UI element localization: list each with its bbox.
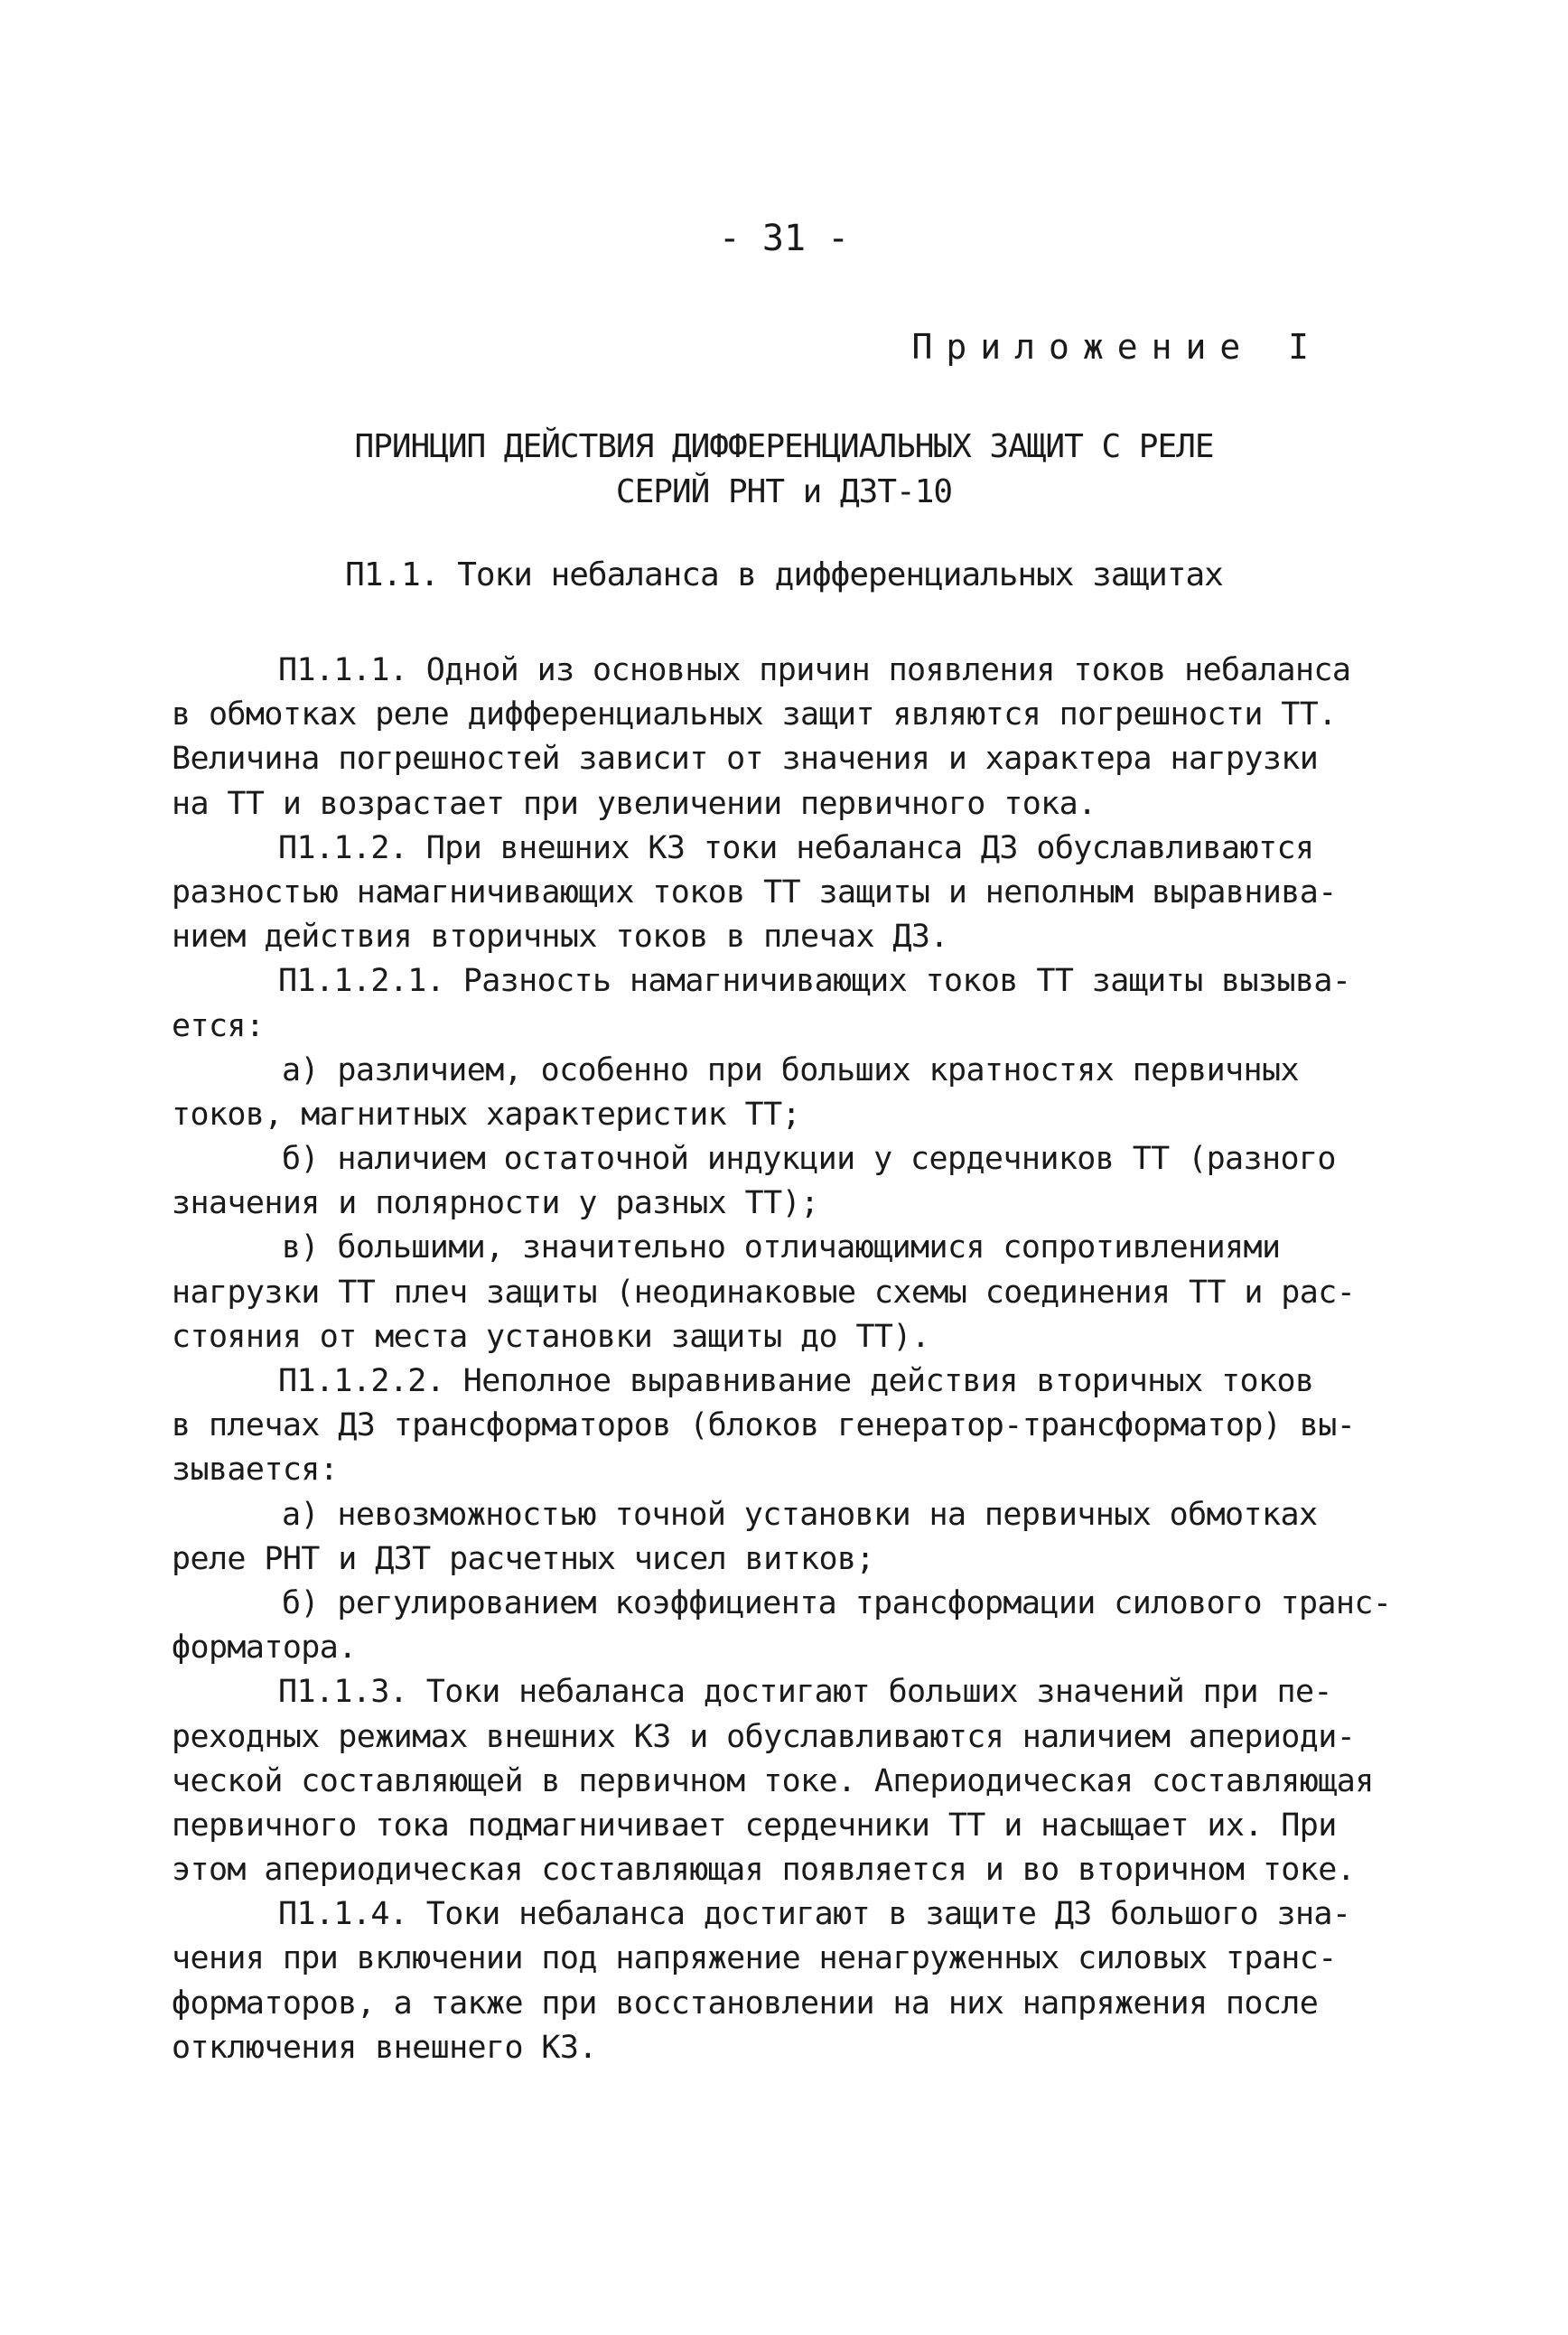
text-line: этом апериодическая составляющая появляется и во вторичном токе.: [172, 1852, 1356, 1889]
text-line: разностью намагничивающих токов ТТ защиты и неполным выравнива-: [172, 873, 1337, 911]
text-line: реходных режимах внешних КЗ и обуславливаются наличием апериоди-: [172, 1718, 1356, 1755]
text-line: форматоров, а также при восстановлении на них напряжения после: [172, 1985, 1319, 2022]
text-line: реле РНТ и ДЗТ расчетных чисел витков;: [172, 1540, 874, 1577]
paragraph-p1-1-3-start: П1.1.3. Токи небаланса достигают больших значений при пе-: [278, 1674, 1332, 1711]
text-line: стояния от места установки защиты до ТТ).: [172, 1318, 930, 1355]
page-number: - 31 -: [718, 218, 850, 259]
text-line: токов, магнитных характеристик ТТ;: [172, 1096, 801, 1133]
body-text: [172, 649, 1392, 2070]
text-line: нагрузки ТТ плеч защиты (неодинаковые схемы соединения ТТ и рас-: [172, 1274, 1356, 1311]
text-line: ческой составляющей в первичном токе. Апериодическая составляющая: [172, 1762, 1374, 1799]
text-line: в обмотках реле дифференциальных защит являются погрешности ТТ.: [172, 696, 1337, 733]
text-line: зывается:: [172, 1452, 339, 1489]
appendix-label: Приложение I: [911, 327, 1322, 367]
text-line: значения и полярности у разных ТТ);: [172, 1185, 819, 1222]
paragraph-p1-1-4-start: П1.1.4. Токи небаланса достигают в защите ДЗ большого зна-: [278, 1896, 1351, 1933]
text-line: форматора.: [172, 1630, 357, 1667]
document-title-line-1: ПРИНЦИП ДЕЙСТВИЯ ДИФФЕРЕНЦИАЛЬНЫХ ЗАЩИТ С РЕЛЕ: [354, 428, 1214, 465]
document-title-line-2: СЕРИЙ РНТ и ДЗТ-10: [615, 473, 953, 510]
text-line: чения при включении под напряжение ненагруженных силовых транс-: [172, 1940, 1337, 1977]
text-line: первичного тока подмагничивает сердечники ТТ и насыщает их. При: [172, 1807, 1337, 1844]
text-line: на ТТ и возрастает при увеличении первичного тока.: [172, 785, 1097, 822]
text-line: Величина погрешностей зависит от значения и характера нагрузки: [172, 741, 1319, 778]
paragraph-p1-1-2-start: П1.1.2. При внешних КЗ токи небаланса ДЗ обуславливаются: [278, 829, 1314, 866]
paragraph-p1-1-2-1-start: П1.1.2.1. Разность намагничивающих токов ТТ защиты вызыва-: [278, 963, 1351, 1000]
list-item-b: б) регулированием коэффициента трансформации силового транс-: [282, 1584, 1392, 1621]
section-heading: П1.1. Токи небаланса в дифференциальных защитах: [345, 556, 1223, 593]
list-item-a: а) различием, особенно при больших кратностях первичных: [282, 1051, 1299, 1088]
paragraph-p1-1-1-start: П1.1.1. Одной из основных причин появления токов небаланса: [278, 652, 1351, 688]
text-line: отключения внешнего КЗ.: [172, 2029, 597, 2066]
list-item-v: в) большими, значительно отличающимися сопротивлениями: [282, 1229, 1281, 1266]
text-line: в плечах ДЗ трансформаторов (блоков генератор-трансформатор) вы-: [172, 1407, 1356, 1444]
list-item-b: б) наличием остаточной индукции у сердечников ТТ (разного: [282, 1141, 1336, 1178]
paragraph-p1-1-2-2-start: П1.1.2.2. Неполное выравнивание действия вторичных токов: [278, 1363, 1314, 1399]
list-item-a: а) невозможностью точной установки на первичных обмотках: [282, 1496, 1318, 1533]
text-line: ется:: [172, 1007, 265, 1044]
text-line: нием действия вторичных токов в плечах ДЗ.: [172, 919, 948, 956]
